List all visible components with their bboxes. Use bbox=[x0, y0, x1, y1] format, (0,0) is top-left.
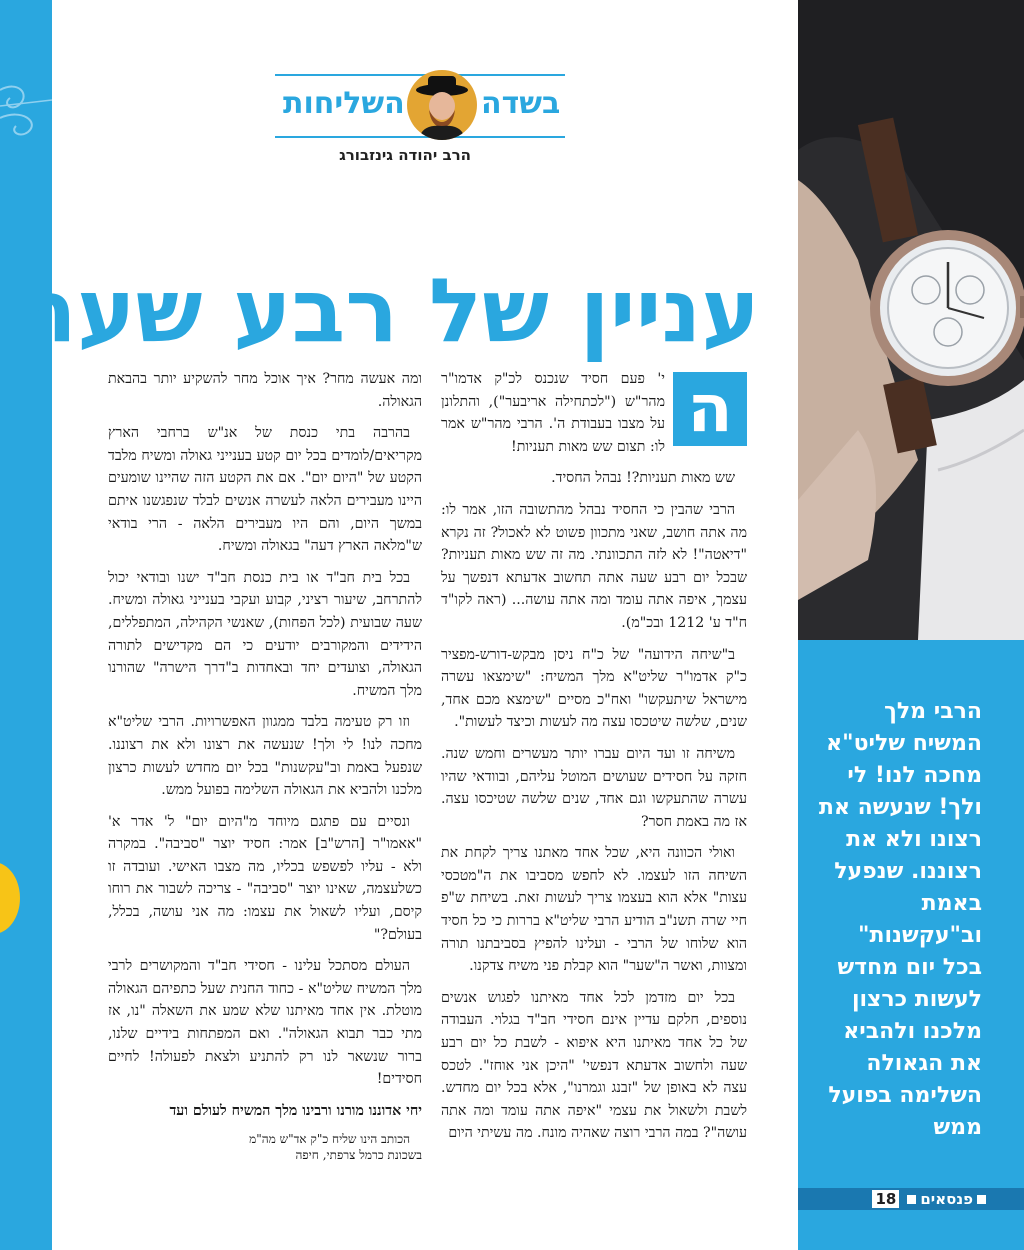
paragraph: וזו רק טעימה בלבד ממגוון האפשרויות. הרבי שליט"א מחכה לנו! לי ולך! שנעשה את רצונו ולא את רצוננו. שנפעל באמת וב"עקשנות" בכל יום מחדש לעשות כרצון מלכנו ולהביא את הגאולה השלימה בפועל ממש. bbox=[108, 714, 422, 799]
author-portrait-icon bbox=[407, 70, 477, 140]
magazine-name: פנסאים bbox=[920, 1190, 973, 1208]
paragraph: העולם מסתכל עלינו - חסידי חב"ד והמקושרים לרבי מלך המשיח שליט"א - כחוד החנית שעל כתפיהם הגאולה מוטלת. אין אחד מאיתנו שלא שמע את השאלה "נו, אז מתי כבר תבוא הגאולה". ואם המפתחות בידיים שלנו, ברור שנשאר לנו רק להתניע ולצאת לפעולה! לחיים חסידים! bbox=[108, 958, 422, 1088]
paragraph: ב"שיחה הידועה" של כ"ח ניסן מבקש-דורש-מפציר כ"ק אדמו"ר שליט"א מלך המשיח: "שימצאו עשרה מישראל שיתעקשו" ואח"כ מסיים "שימצא מכם אחד, שנים, שלשה שיטכסו עצה מה לעשות וכיצד לעשות". bbox=[441, 646, 747, 731]
author-credit bbox=[108, 1131, 422, 1163]
page-footer bbox=[798, 1188, 1024, 1210]
paragraph: הרבי שהבין כי החסיד נבהל מהתשובה הזו, אמר לו: מה אתה חושב, שאני מתכוון פשוט לא לאכול? זה נקרא "דיאטה"! לא לזה התכוונתי. מה זה שש מאות תעניות? שבכל יום רבע שעה אתה תחשוב אדעתא דנפשך על עצמך, איפה אתה עומד ומה אתה עושה... (ראה לקו"ד ח"ד ע' 1212 ובכ"מ). bbox=[441, 501, 747, 631]
closing-line: יחי אדוננו מורנו ורבינו מלך המשיח לעולם ועד bbox=[169, 1102, 422, 1119]
left-color-bar bbox=[0, 0, 52, 1250]
pull-quote: הרבי מלך המשיח שליט"א מחכה לנו! לי ולך! שנעשה את רצונו ולא את רצוננו. שנפעל באמת וב"עקשנות" בכל יום מחדש לעשות כרצון מלכנו ולהביא את הגאולה השלימה בפועל ממש bbox=[818, 699, 982, 1140]
paragraph: בהרבה בתי כנסת של אנ"ש ברחבי הארץ מקריאים/לומדים בכל יום קטע בענייני גאולה ומשיח מלבד הקטע של "היום יום". אם את הקטע הזה שהיינו שומעים היינו מעבירים הלאה לעשרה אנשים לבלד שנפגשנו איתם במשך היום, והם היו מעבירים הלאה - הרי בודאי ש"מלאה הארץ דעה" בגאולה ומשיח. bbox=[108, 425, 422, 555]
credit-line-1: הכותב הינו שליח כ"ק אד"ש מה"מ bbox=[249, 1132, 410, 1147]
paragraph: ומה אעשה מחר? איך אוכל מחר להשקיע יותר בהבאת הגאולה. bbox=[108, 371, 422, 410]
paragraph: שש מאות תעניות?! נבהל החסיד. bbox=[551, 470, 735, 487]
paragraph: משיחה זו ועד היום עברו יותר מעשרים וחמש שנה. חזקה על חסידים שעושים המוטל עליהם, ובוודאי שהיו עשרה שהתעקשו וגם אחד, שנים שלשה שטיכסו עצה. אז מה באמת חסר? bbox=[441, 745, 747, 830]
paragraph: ונסיים עם פתגם מיוחד מ"היום יום" ל' אדר א' "אאמו"ר [הרש"ב] אמר: חסיד יוצר "סביבה". במקרה ולא - עליו לפשפש בכליו, מה מצבו האישי. ועובדה זו כשלעצמה, שאינו יוצר "סביבה" - צריכה לשבור את רוחו קיסם, ועליו לשאול את עצמו: מה אני עושה, בכלל, בעולם?" bbox=[108, 813, 422, 943]
swirl-ornament-icon bbox=[0, 70, 52, 150]
paragraph: בכל יום מזדמן לכל אחד מאיתנו לפגוש אנשים נוספים, חלקם עדיין אינם חסידי חב"ד בגלוי. העבודה של כל אחד מאיתנו היא איפוא - לשבת כל יום רבע שעה ולחשוב אדעתא דנפשי' "היכן אני אוחז". לטכס עצה לא באופן של "זבנג וגמרנו", אלא בכל יום מחדש. לשבת ולשאול את עצמי "איפה אתה עומד ומה אתה עושה"? במה הרבי רוצה שאהיה מונח. מה עשיתי היום bbox=[441, 989, 747, 1142]
footer-text bbox=[872, 1188, 990, 1210]
drop-cap: ה bbox=[673, 372, 747, 446]
square-bullet-icon bbox=[907, 1195, 916, 1204]
author-name: הרב יהודה גינזבורג bbox=[339, 146, 471, 164]
pull-quote-panel bbox=[798, 640, 1024, 1250]
wristwatch-photo-icon bbox=[798, 0, 1024, 640]
paragraph: בכל בית חב"ד או בית כנסת חב"ד ישנו ובודאי יכול להתרחב, שיעור רציני, קבוע ועקבי בענייני גאולה ומשיח. שעה שבועית (לכל הפחות), שאנשי הקהילה, המתפללים, הידידים והמקורבים יודעים כי הם מקדישים לתורה הגאולה, וצועדים יחד ובאחדות ב"דרך הישרה" שהורנו מלך המשיח. bbox=[108, 569, 422, 699]
section-word-right: בשדה bbox=[481, 86, 561, 121]
page-number: 18 bbox=[872, 1190, 899, 1208]
paragraph: ואולי הכוונה היא, שכל אחד מאתנו צריך לקחת את השיחה הזו לעצמו. לא לחפש מסביבו את ה"מטכסי עצות" אלא הוא בעצמו צריך לעשות זאת. בשיחת ש"פ חיי שרה תשנ"ב הודיע הרבי שליט"א בררות כי כל חסיד הוא שלוחו של הרבי - ועלינו להפיץ בסביבתנו תורה ומצוות, ואשר ה"שער" הוא קבלת פני משיח צדקנו. bbox=[441, 845, 747, 975]
credit-line-2: בשכונת כרמל צרפתי, חיפה bbox=[295, 1148, 422, 1163]
article-title: עניין של רבע שעה bbox=[16, 259, 760, 362]
article-column-right bbox=[441, 368, 747, 1188]
header-rule-top bbox=[275, 74, 565, 76]
square-bullet-icon bbox=[977, 1195, 986, 1204]
paragraph: י' פעם חסיד שנכנס לכ"ק אדמו"ר מהר"ש ("לכתחילה אריבער"), והתלונן על מצבו בעבודת ה'. הרבי מהר"ש אמר לו: תצום שש מאות תעניות! bbox=[441, 371, 665, 455]
section-word-left: השליחות bbox=[283, 86, 405, 121]
section-header bbox=[275, 70, 565, 140]
header-rule-bottom bbox=[275, 136, 565, 138]
article-column-left bbox=[108, 368, 422, 1188]
